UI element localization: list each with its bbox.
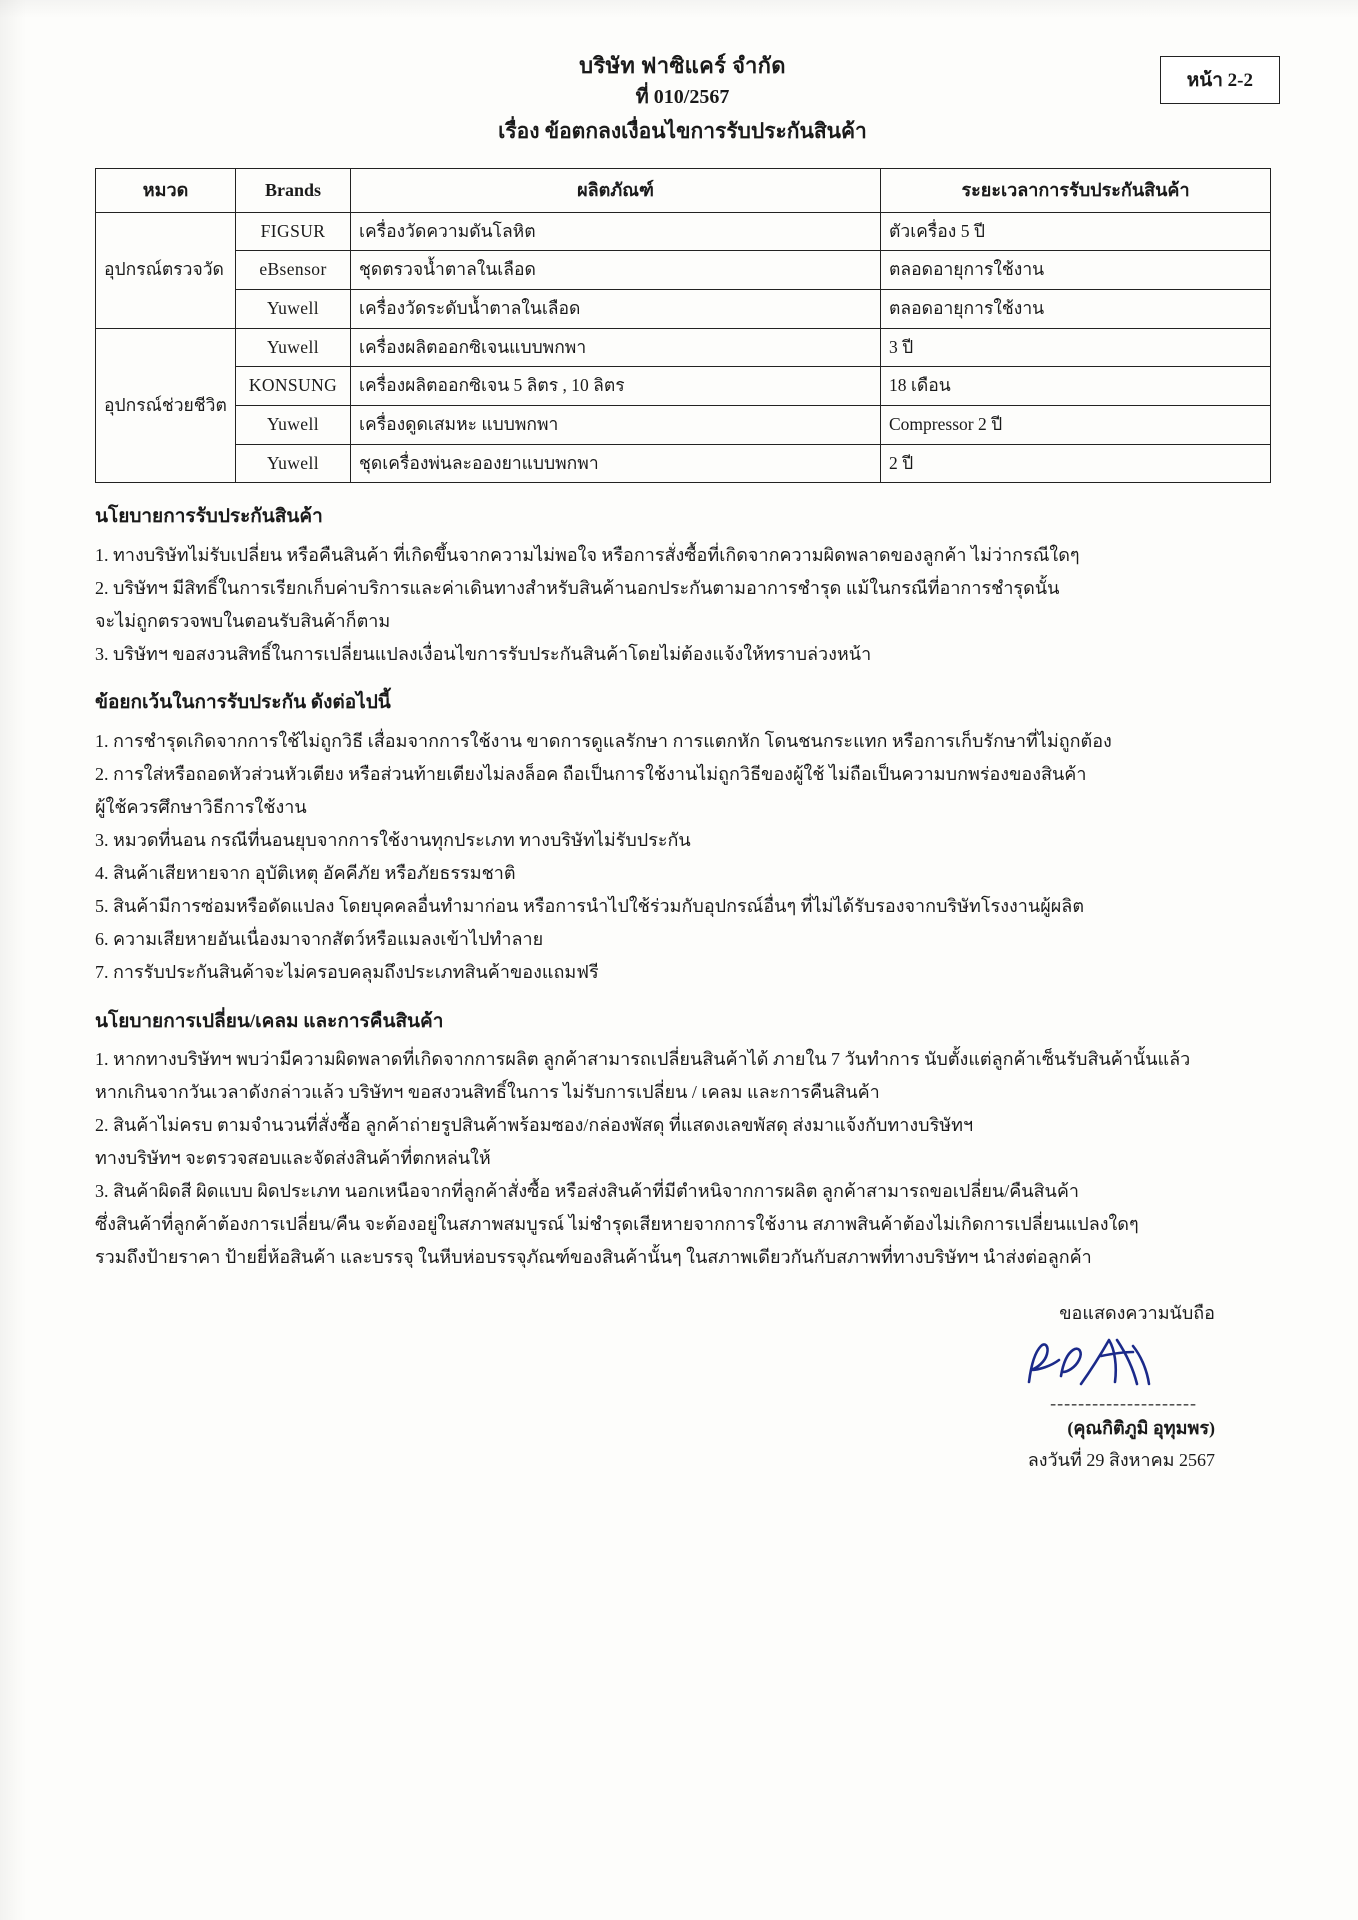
return-paragraph: 2. สินค้าไม่ครบ ตามจำนวนที่สั่งซื้อ ลูกค้าถ่ายรูปสินค้าพร้อมซอง/กล่องพัสดุ ที่แสดงเลขพัสดุ ส่งมาแจ้งกับทางบริษัทฯ [95, 1115, 974, 1135]
document-subject: เรื่อง ข้อตกลงเงื่อนไขการรับประกันสินค้า [498, 118, 867, 143]
policy-paragraph: 1. ทางบริษัทไม่รับเปลี่ยน หรือคืนสินค้า ที่เกิดขึ้นจากความไม่พอใจ หรือการสั่งซื้อที่เกิดจากความผิดพลาดของลูกค้า ไม่ว่ากรณีใดๆ [95, 544, 1080, 565]
cell-product: เครื่องผลิตออกซิเจน 5 ลิตร , 10 ลิตร [351, 367, 881, 406]
table-row [96, 290, 1271, 329]
return-paragraph: ซึ่งสินค้าที่ลูกค้าต้องการเปลี่ยน/คืน จะต้องอยู่ในสภาพสมบูรณ์ ไม่ชำรุดเสียหายจากการใช้งาน สภาพสินค้าต้องไม่เกิดการเปลี่ยนแปลงใดๆ [95, 1213, 1139, 1234]
section-return-policy [95, 1008, 1270, 1273]
cell-brand: FIGSUR [236, 212, 351, 251]
page-number-box: หน้า 2-2 [1160, 56, 1280, 104]
document-number: ที่ 010/2567 [635, 85, 730, 108]
exclusion-paragraph: 6. ความเสียหายอันเนื่องมาจากสัตว์หรือแมลงเข้าไปทำลาย [95, 928, 544, 949]
exclusion-paragraph: 5. สินค้ามีการซ่อมหรือดัดแปลง โดยบุคคลอื่นทำมาก่อน หรือการนำไปใช้ร่วมกับอุปกรณ์อื่นๆ ที่ไม่ได้รับรองจากบริษัทโรงงานผู้ผลิต [95, 895, 1085, 916]
cell-term: ตลอดอายุการใช้งาน [881, 290, 1271, 329]
cell-category: อุปกรณ์ตรวจวัด [96, 212, 236, 328]
cell-term: 18 เดือน [881, 367, 1271, 406]
return-paragraph: หากเกินจากวันเวลาดังกล่าวแล้ว บริษัทฯ ขอสงวนสิทธิ์ในการ ไม่รับการเปลี่ยน / เคลม และการคืนสินค้า [95, 1082, 880, 1103]
cell-term: ตลอดอายุการใช้งาน [881, 251, 1271, 290]
table-row [96, 212, 1271, 251]
return-paragraph: รวมถึงป้ายราคา ป้ายยี่ห้อสินค้า และบรรจุ ในหีบห่อบรรจุภัณฑ์ของสินค้านั้นๆ ในสภาพเดียวกันกับสภาพที่ทางบริษัทฯ นำส่งต่อลูกค้า [95, 1246, 1092, 1267]
cell-product: ชุดตรวจน้ำตาลในเลือด [351, 251, 881, 290]
signature-dotted-line: --------------------- [1050, 1392, 1197, 1413]
signature-block [95, 1299, 1270, 1476]
column-header-brands: Brands [236, 169, 351, 212]
cell-category: อุปกรณ์ช่วยชีวิต [96, 328, 236, 483]
cell-term: 2 ปี [881, 444, 1271, 483]
table-header-row [96, 169, 1271, 212]
policy-paragraph: 3. บริษัทฯ ขอสงวนสิทธิ์ในการเปลี่ยนแปลงเงื่อนไขการรับประกันสินค้าโดยไม่ต้องแจ้งให้ทราบล่วงหน้า [95, 643, 872, 664]
cell-brand: Yuwell [236, 444, 351, 483]
closing-text: ขอแสดงความนับถือ [1059, 1302, 1215, 1323]
return-paragraph: ทางบริษัทฯ จะตรวจสอบและจัดส่งสินค้าที่ตกหล่นให้ [95, 1147, 491, 1168]
cell-brand: KONSUNG [236, 367, 351, 406]
exclusion-paragraph: 7. การรับประกันสินค้าจะไม่ครอบคลุมถึงประเภทสินค้าของแถมฟรี [95, 961, 599, 982]
section-heading: นโยบายการรับประกันสินค้า [95, 506, 323, 528]
exclusion-paragraph: 3. หมวดที่นอน กรณีที่นอนยุบจากการใช้งานทุกประเภท ทางบริษัทไม่รับประกัน [95, 829, 691, 850]
section-heading: ข้อยกเว้นในการรับประกัน ดังต่อไปนี้ [95, 692, 391, 714]
signature-date: ลงวันที่ 29 สิงหาคม 2567 [1027, 1449, 1215, 1470]
exclusion-paragraph: 1. การชำรุดเกิดจากการใช้ไม่ถูกวิธี เสื่อมจากการใช้งาน ขาดการดูแลรักษา การแตกหัก โดนชนกระแทก หรือการเก็บรักษาที่ไม่ถูกต้อง [95, 730, 1112, 751]
signature-image [95, 1330, 1215, 1394]
company-name: บริษัท ฟาซิแคร์ จำกัด [579, 53, 786, 78]
scan-edge-left [0, 0, 26, 1920]
warranty-table [95, 168, 1271, 483]
table-row [96, 405, 1271, 444]
table-row [96, 444, 1271, 483]
cell-brand: Yuwell [236, 290, 351, 329]
column-header-term: ระยะเวลาการรับประกันสินค้า [881, 169, 1271, 212]
policy-paragraph: 2. บริษัทฯ มีสิทธิ์ในการเรียกเก็บค่าบริการและค่าเดินทางสำหรับสินค้านอกประกันตามอาการชำรุด แม้ในกรณีที่อาการชำรุดนั้น [95, 577, 1060, 598]
table-row [96, 367, 1271, 406]
cell-term: 3 ปี [881, 328, 1271, 367]
signer-name: (คุณกิติภูมิ อุทุมพร) [1067, 1418, 1215, 1439]
exclusion-paragraph: ผู้ใช้ควรศึกษาวิธีการใช้งาน [95, 796, 307, 817]
column-header-category: หมวด [96, 169, 236, 212]
cell-product: เครื่องผลิตออกซิเจนแบบพกพา [351, 328, 881, 367]
section-warranty-policy [95, 503, 1270, 669]
document-content [95, 50, 1270, 1475]
cell-term: Compressor 2 ปี [881, 405, 1271, 444]
policy-paragraph: จะไม่ถูกตรวจพบในตอนรับสินค้าก็ตาม [95, 610, 391, 631]
section-exclusions [95, 689, 1270, 987]
exclusion-paragraph: 4. สินค้าเสียหายจาก อุบัติเหตุ อัคคีภัย หรือภัยธรรมชาติ [95, 862, 516, 883]
cell-term: ตัวเครื่อง 5 ปี [881, 212, 1271, 251]
exclusion-paragraph: 2. การใส่หรือถอดหัวส่วนหัวเตียง หรือส่วนท้ายเตียงไม่ลงล็อค ถือเป็นการใช้งานไม่ถูกวิธีของผู้ใช้ ไม่ถือเป็นความบกพร่องของสินค้า [95, 763, 1087, 784]
column-header-product: ผลิตภัณฑ์ [351, 169, 881, 212]
cell-product: ชุดเครื่องพ่นละอองยาแบบพกพา [351, 444, 881, 483]
return-paragraph: 3. สินค้าผิดสี ผิดแบบ ผิดประเภท นอกเหนือจากที่ลูกค้าสั่งซื้อ หรือส่งสินค้าที่มีตำหนิจากการผลิต ลูกค้าสามารถขอเปลี่ยน/คืนสินค้า [95, 1180, 1079, 1201]
table-row [96, 328, 1271, 367]
return-paragraph: 1. หากทางบริษัทฯ พบว่ามีความผิดพลาดที่เกิดจากการผลิต ลูกค้าสามารถเปลี่ยนสินค้าได้ ภายใน 7 วันทำการ นับตั้งแต่ลูกค้าเซ็นรับสินค้านั้นแล้ว [95, 1049, 1191, 1070]
scan-edge-top [0, 0, 1358, 18]
section-heading: นโยบายการเปลี่ยน/เคลม และการคืนสินค้า [95, 1010, 444, 1032]
table-row [96, 251, 1271, 290]
cell-product: เครื่องวัดระดับน้ำตาลในเลือด [351, 290, 881, 329]
cell-brand: eBsensor [236, 251, 351, 290]
cell-brand: Yuwell [236, 405, 351, 444]
document-header [95, 50, 1270, 148]
cell-product: เครื่องดูดเสมหะ แบบพกพา [351, 405, 881, 444]
cell-product: เครื่องวัดความดันโลหิต [351, 212, 881, 251]
cell-brand: Yuwell [236, 328, 351, 367]
